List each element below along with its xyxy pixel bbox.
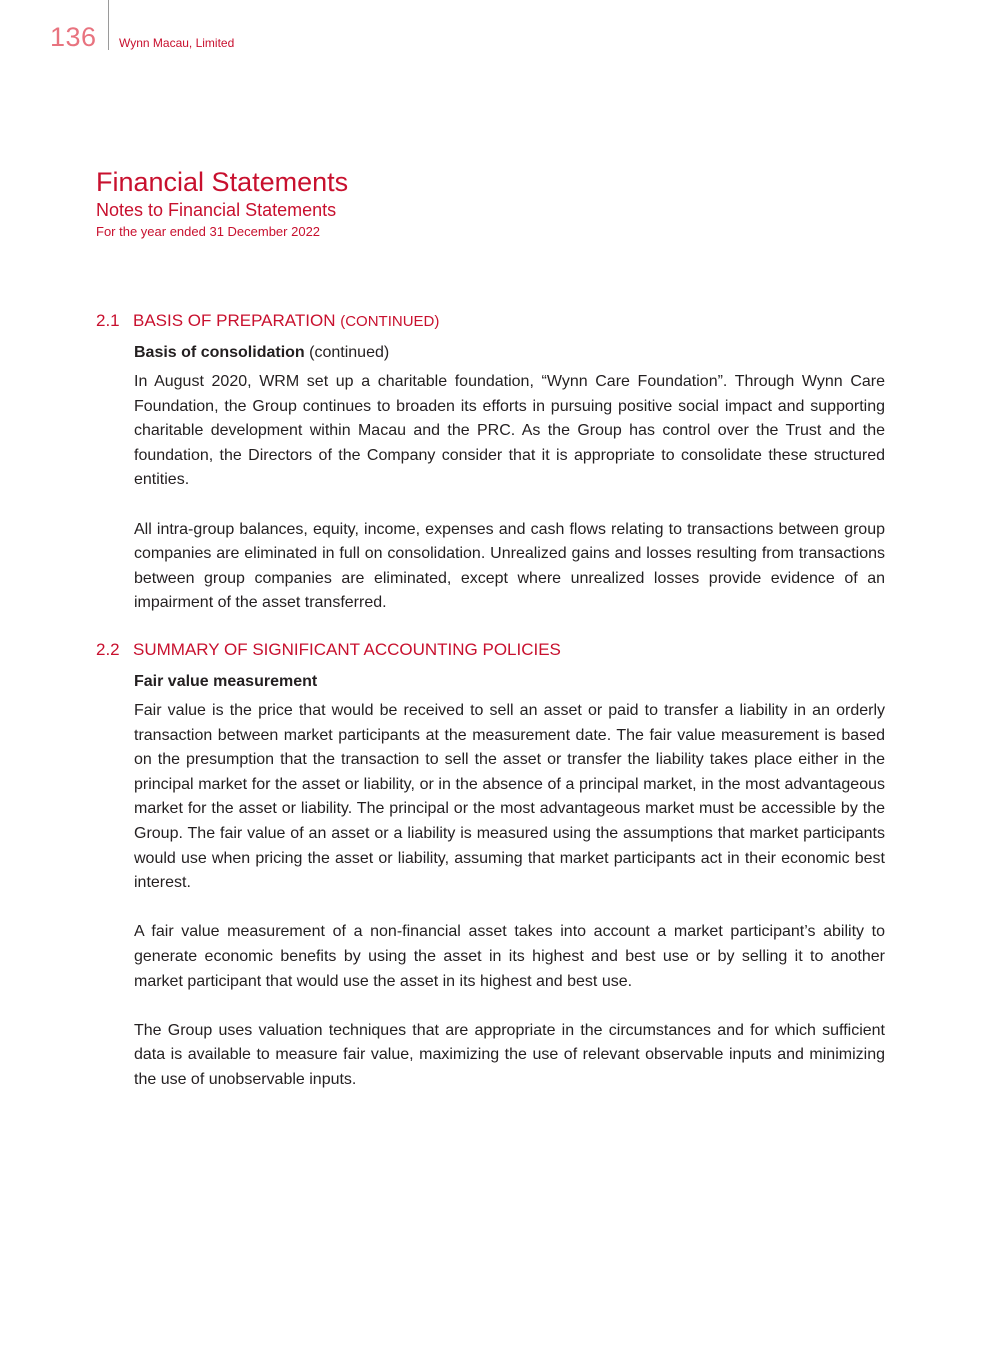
section-2-1-body [134, 341, 885, 616]
section-2-1-paragraph-2: All intra-group balances, equity, income, expenses and cash flows relating to transactions between group companies are eliminated in full on consolidation. Unrealized gains and losses resulting from transactions between group companies are eliminated, except where unrealized losses provide evidence of an impairment of the asset transferred. [134, 520, 885, 612]
header-divider [108, 0, 109, 50]
section-2-1-heading [96, 310, 439, 333]
section-2-1-title-suffix: (CONTINUED) [340, 313, 440, 330]
section-2-2-body [134, 670, 885, 1093]
section-2-1-subheading [134, 341, 885, 365]
section-2-1-title: BASIS OF PREPARATION [133, 311, 336, 330]
section-2-2-number: 2.2 [96, 640, 120, 659]
section-2-2-title: SUMMARY OF SIGNIFICANT ACCOUNTING POLICIES [133, 640, 561, 659]
section-2-2-heading [96, 639, 561, 661]
section-2-2-subheading-text: Fair value measurement [134, 673, 318, 690]
document-subtitle: Notes to Financial Statements [96, 200, 337, 220]
section-2-1-subheading-suffix: (continued) [309, 344, 390, 361]
page-number: 136 [50, 22, 97, 52]
company-name: Wynn Macau, Limited [119, 36, 235, 50]
section-2-2-paragraph-2: A fair value measurement of a non-financial asset takes into account a market participant’s ability to generate economic benefits by using the asset in its highest and best use or by selling it to another market participant that would use the asset in its highest and best use. [134, 923, 885, 990]
section-2-2-paragraph-1: Fair value is the price that would be received to sell an asset or paid to transfer a liability in an orderly transaction between market participants at the measurement date. The fair value measurement is based on the presumption that the transaction to sell the asset or transfer the liability takes place either in the principal market for the asset or liability, or in the absence of a principal market, in the most advantageous market for the asset or liability. The principal or the most advantageous market must be accessible by the Group. The fair value of an asset or a liability is measured using the assumptions that market participants would use when pricing the asset or liability, assuming that market participants act in their economic best interest. [134, 702, 885, 892]
section-2-1-number: 2.1 [96, 311, 120, 330]
section-2-2-paragraph-3: The Group uses valuation techniques that are appropriate in the circumstances and for which sufficient data is available to measure fair value, maximizing the use of relevant observable inputs and minimizing the use of unobservable inputs. [134, 1021, 885, 1088]
document-period: For the year ended 31 December 2022 [96, 224, 321, 239]
section-2-1-subheading-text: Basis of consolidation [134, 344, 305, 361]
title-block [96, 166, 348, 242]
document-title: Financial Statements [96, 167, 349, 197]
section-2-2-subheading [134, 670, 885, 694]
section-2-1-paragraph-1: In August 2020, WRM set up a charitable foundation, “Wynn Care Foundation”. Through Wynn Care Foundation, the Group continues to broaden its efforts in pursuing positive social impact and supporting charitable development within Macau and the PRC. As the Group has control over the Trust and the foundation, the Directors of the Company consider that it is appropriate to consolidate these structured entities. [134, 373, 885, 489]
